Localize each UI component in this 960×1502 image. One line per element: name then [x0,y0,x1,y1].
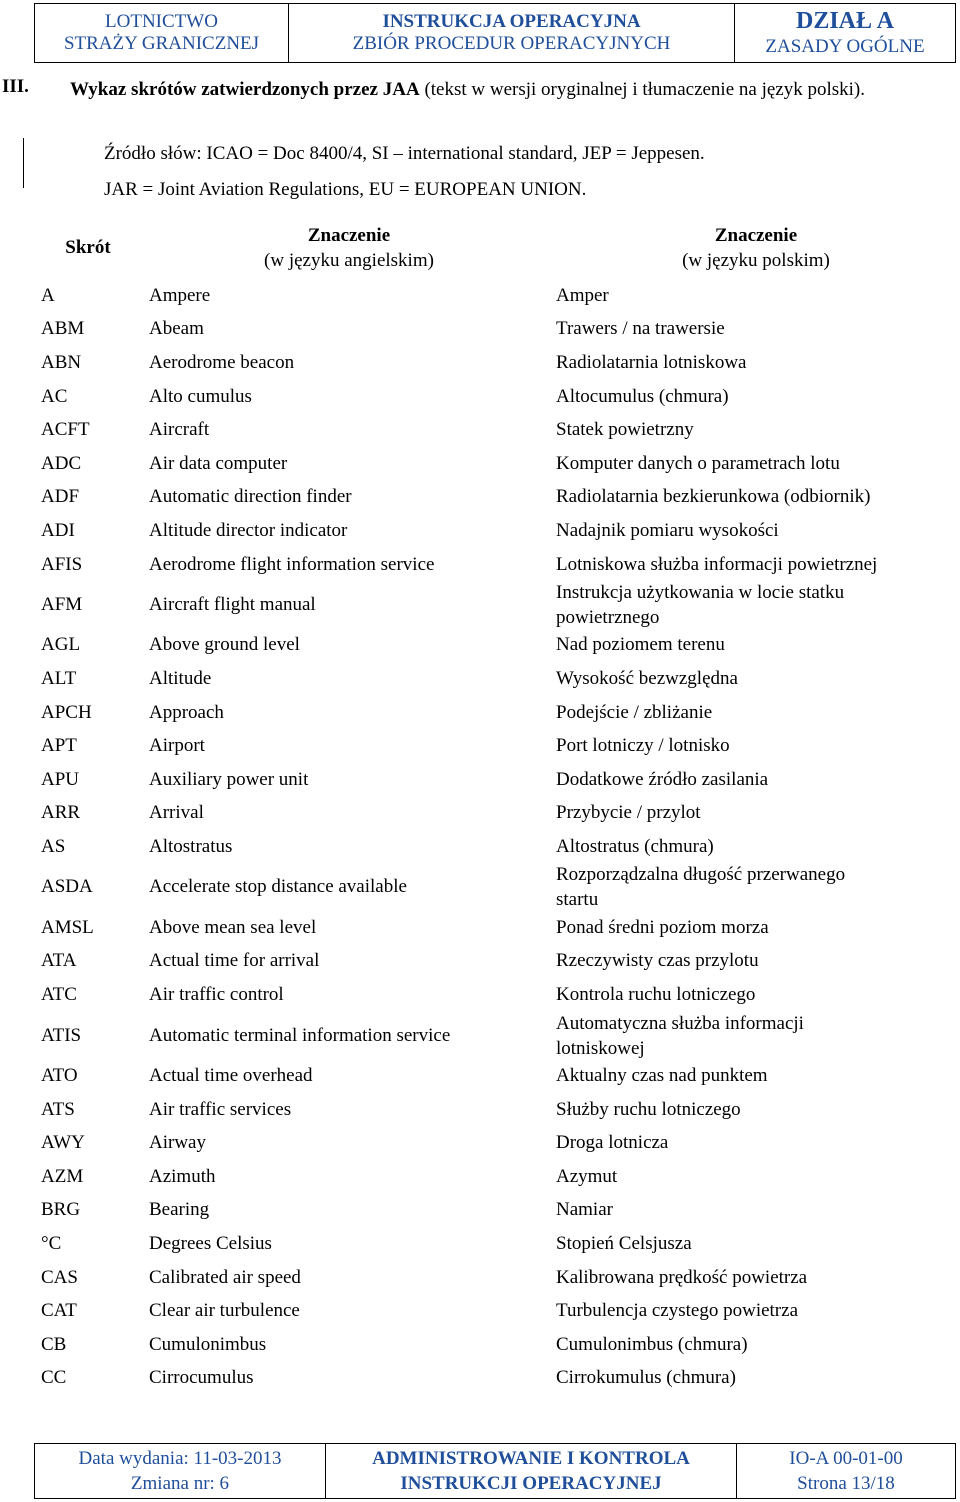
polish-meaning-cell: Podejście / zbliżanie [556,701,713,723]
polish-meaning-cell: Aktualny czas nad punktem [556,1064,768,1086]
section-title [70,76,950,103]
table-row [34,864,956,911]
abbreviation-cell: ATA [41,950,77,972]
polish-meaning-cell: Rzeczywisty czas przylotu [556,950,759,972]
header-organization [35,4,289,62]
abbreviation-cell: AZM [41,1165,84,1187]
polish-meaning-cell: Ponad średni poziom morza [556,916,769,938]
english-meaning-cell: Degrees Celsius [149,1232,272,1254]
polish-meaning-cell: Altostratus (chmura) [556,836,714,857]
footer-change-no: Zmiana nr: 6 [130,1473,230,1494]
english-meaning-cell: Cirrocumulus [149,1367,254,1389]
abbreviation-cell: ABM [41,318,85,340]
table-row [34,1012,956,1059]
polish-meaning-cell: Azymut [556,1165,618,1187]
english-meaning-cell: Airway [149,1132,206,1154]
polish-meaning-cell: Nadajnik pomiaru wysokości [556,519,779,541]
abbreviation-cell: A [41,284,55,306]
english-meaning-cell: Alto cumulus [149,385,252,407]
polish-meaning-cell [549,580,956,630]
polish-meaning-cell: Radiolatarnia bezkierunkowa (odbiornik) [556,486,871,508]
polish-meaning-cell: Przybycie / przylot [556,802,701,824]
footer-page-info [737,1444,955,1498]
header-abbreviation-label: Skrót [65,237,111,258]
english-meaning-cell: Airport [149,735,205,757]
english-meaning-cell: Air data computer [149,452,288,474]
table-row [34,279,956,313]
header-polish-sublabel: (w języku polskim) [682,249,830,271]
english-meaning-cell: Accelerate stop distance available [149,876,407,898]
table-row [34,447,956,481]
english-meaning-cell: Altostratus [149,836,233,857]
abbreviation-cell: ATC [41,984,77,1006]
header-org-line2: STRAŻY GRANICZNEJ [63,33,260,54]
table-row [34,1194,956,1228]
polish-meaning-cell: Służby ruchu lotniczego [556,1098,741,1120]
abbreviation-cell: AWY [41,1132,85,1154]
polish-meaning-cell: Dodatkowe źródło zasilania [556,768,769,790]
document-footer [34,1443,956,1499]
english-meaning-cell: Above mean sea level [149,916,317,938]
footer-administration [326,1444,737,1498]
source-line-2: JAR = Joint Aviation Regulations, EU = EUROPEAN UNION. [104,179,587,200]
english-meaning-cell: Actual time for arrival [149,950,320,972]
polish-meaning-cell: Port lotniczy / lotnisko [556,735,730,757]
abbreviation-cell: APU [41,768,80,790]
change-bar [23,138,24,188]
polish-meaning-cell: Radiolatarnia lotniskowa [556,351,747,373]
polish-meaning-cell [549,1011,956,1061]
abbreviation-cell: ADC [41,452,82,474]
polish-meaning-cell: Kontrola ruchu lotniczego [556,984,756,1006]
table-row [34,662,956,696]
footer-issue-info [35,1444,326,1498]
table-row [34,481,956,515]
abbreviation-cell: CB [41,1333,67,1355]
table-row [34,696,956,730]
polish-meaning-cell: Komputer danych o parametrach lotu [556,452,840,474]
polish-meaning-cell: Nad poziomem terenu [556,634,725,656]
english-meaning-cell: Arrival [149,802,204,824]
polish-meaning-line1: Automatyczna służba informacji [556,1012,804,1034]
abbreviation-cell: AMSL [41,916,94,938]
table-row [34,945,956,979]
abbreviation-cell: AC [41,385,68,407]
table-row [34,1160,956,1194]
section-title-rest: (tekst w wersji oryginalnej i tłumaczenie na język polski). [419,79,865,100]
english-meaning-cell: Aircraft [149,419,210,441]
abbreviation-cell: BRG [41,1199,81,1221]
abbreviation-cell: ABN [41,351,82,373]
abbreviation-cell: CAT [41,1300,77,1322]
table-row [34,1227,956,1261]
header-section [735,4,955,62]
abbreviation-cell: ATIS [41,1024,82,1046]
table-row [34,1328,956,1362]
table-row [34,1126,956,1160]
table-row [34,729,956,763]
abbreviation-cell: AFIS [41,553,83,575]
abbreviation-cell: APT [41,735,77,757]
english-meaning-cell: Air traffic services [149,1098,292,1120]
polish-meaning-cell: Turbulencja czystego powietrza [556,1300,798,1322]
table-row [34,413,956,447]
abbreviation-cell: AS [41,836,66,857]
english-meaning-cell: Azimuth [149,1165,216,1187]
footer-page-number: Strona 13/18 [797,1473,895,1494]
table-row [34,548,956,582]
table-row [34,797,956,831]
abbreviation-cell: CAS [41,1266,78,1288]
footer-admin-line2: INSTRUKCJI OPERACYJNEJ [400,1473,662,1494]
header-abbreviation [34,216,142,279]
header-english-meaning [142,216,549,279]
header-polish-label: Znaczenie [714,224,798,246]
abbreviation-cell: ADI [41,519,75,541]
polish-meaning-line2: lotniskowej [556,1037,645,1059]
header-english-sublabel: (w języku angielskim) [264,249,434,271]
polish-meaning-cell: Amper [556,284,609,306]
english-meaning-cell: Aircraft flight manual [149,593,316,615]
abbreviation-cell: ATS [41,1098,75,1120]
english-meaning-cell: Altitude director indicator [149,519,348,541]
polish-meaning-line2: powietrznego [556,607,660,628]
abbreviation-cell: APCH [41,701,92,723]
table-header [34,216,956,279]
polish-meaning-cell: Cirrokumulus (chmura) [556,1367,736,1389]
header-doc-line2: ZBIÓR PROCEDUR OPERACYJNYCH [352,33,671,54]
table-row [34,1093,956,1127]
section-number: III. [2,76,29,97]
header-section-line2: ZASADY OGÓLNE [765,35,925,57]
abbreviations-table [34,216,956,1395]
abbreviation-cell: ALT [41,668,77,690]
english-meaning-cell: Automatic terminal information service [149,1024,451,1046]
abbreviation-cell: °C [41,1232,62,1254]
polish-meaning-cell: Kalibrowana prędkość powietrza [556,1266,808,1288]
table-row [34,346,956,380]
polish-meaning-cell: Lotniskowa służba informacji powietrznej [556,553,878,575]
polish-meaning-cell: Stopień Celsjusza [556,1232,692,1254]
polish-meaning-cell [549,862,956,912]
english-meaning-cell: Automatic direction finder [149,486,352,508]
table-row [34,629,956,663]
english-meaning-cell: Calibrated air speed [149,1266,301,1288]
table-row [34,911,956,945]
polish-meaning-line2: startu [556,889,599,911]
abbreviation-cell: ASDA [41,876,93,898]
footer-admin-line1: ADMINISTROWANIE I KONTROLA [372,1448,690,1469]
polish-meaning-line1: Instrukcja użytkowania w locie statku [556,582,845,603]
table-body [34,279,956,1395]
english-meaning-cell: Actual time overhead [149,1064,313,1086]
header-document-title [289,4,735,62]
section-title-bold: Wykaz skrótów zatwierdzonych przez JAA [70,79,420,100]
polish-meaning-cell: Trawers / na trawersie [556,318,725,340]
abbreviation-cell: ARR [41,802,81,824]
abbreviation-cell: AGL [41,634,81,656]
polish-meaning-line1: Rozporządzalna długość przerwanego [556,864,846,886]
english-meaning-cell: Abeam [149,318,204,340]
english-meaning-cell: Bearing [149,1199,210,1221]
table-row [34,1294,956,1328]
english-meaning-cell: Auxiliary power unit [149,768,309,790]
footer-issue-date: Data wydania: 11-03-2013 [78,1448,282,1469]
header-english-label: Znaczenie [307,224,391,246]
table-row [34,313,956,347]
english-meaning-cell: Ampere [149,284,211,306]
table-row [34,1261,956,1295]
english-meaning-cell: Approach [149,701,224,723]
abbreviation-cell: AFM [41,593,83,615]
header-doc-line1: INSTRUKCJA OPERACYJNA [382,11,641,33]
abbreviation-cell: ATO [41,1064,78,1086]
polish-meaning-cell: Namiar [556,1199,613,1221]
english-meaning-cell: Above ground level [149,634,300,656]
table-row [34,830,956,864]
english-meaning-cell: Cumulonimbus [149,1333,267,1355]
polish-meaning-cell: Altocumulus (chmura) [556,385,729,407]
table-row [34,380,956,414]
english-meaning-cell: Clear air turbulence [149,1300,300,1322]
header-org-line1: LOTNICTWO [105,11,218,33]
abbreviation-cell: ADF [41,486,80,508]
english-meaning-cell: Aerodrome flight information service [149,553,435,575]
table-row [34,1362,956,1396]
table-row [34,1059,956,1093]
table-row [34,763,956,797]
english-meaning-cell: Aerodrome beacon [149,351,295,373]
source-line-1: Źródło słów: ICAO = Doc 8400/4, SI – international standard, JEP = Jeppesen. [104,143,705,164]
table-row [34,514,956,548]
header-section-line1: DZIAŁ A [795,8,895,35]
polish-meaning-cell: Statek powietrzny [556,419,694,441]
polish-meaning-cell: Droga lotnicza [556,1132,669,1154]
abbreviation-cell: ACFT [41,419,90,441]
document-header [34,3,956,63]
english-meaning-cell: Air traffic control [149,984,284,1006]
polish-meaning-cell: Cumulonimbus (chmura) [556,1333,748,1355]
table-row [34,978,956,1012]
abbreviation-cell: CC [41,1367,67,1389]
english-meaning-cell: Altitude [149,668,212,690]
polish-meaning-cell: Wysokość bezwzględna [556,668,738,690]
table-row [34,581,956,628]
footer-doc-code: IO-A 00-01-00 [789,1448,903,1469]
header-polish-meaning [549,216,956,279]
